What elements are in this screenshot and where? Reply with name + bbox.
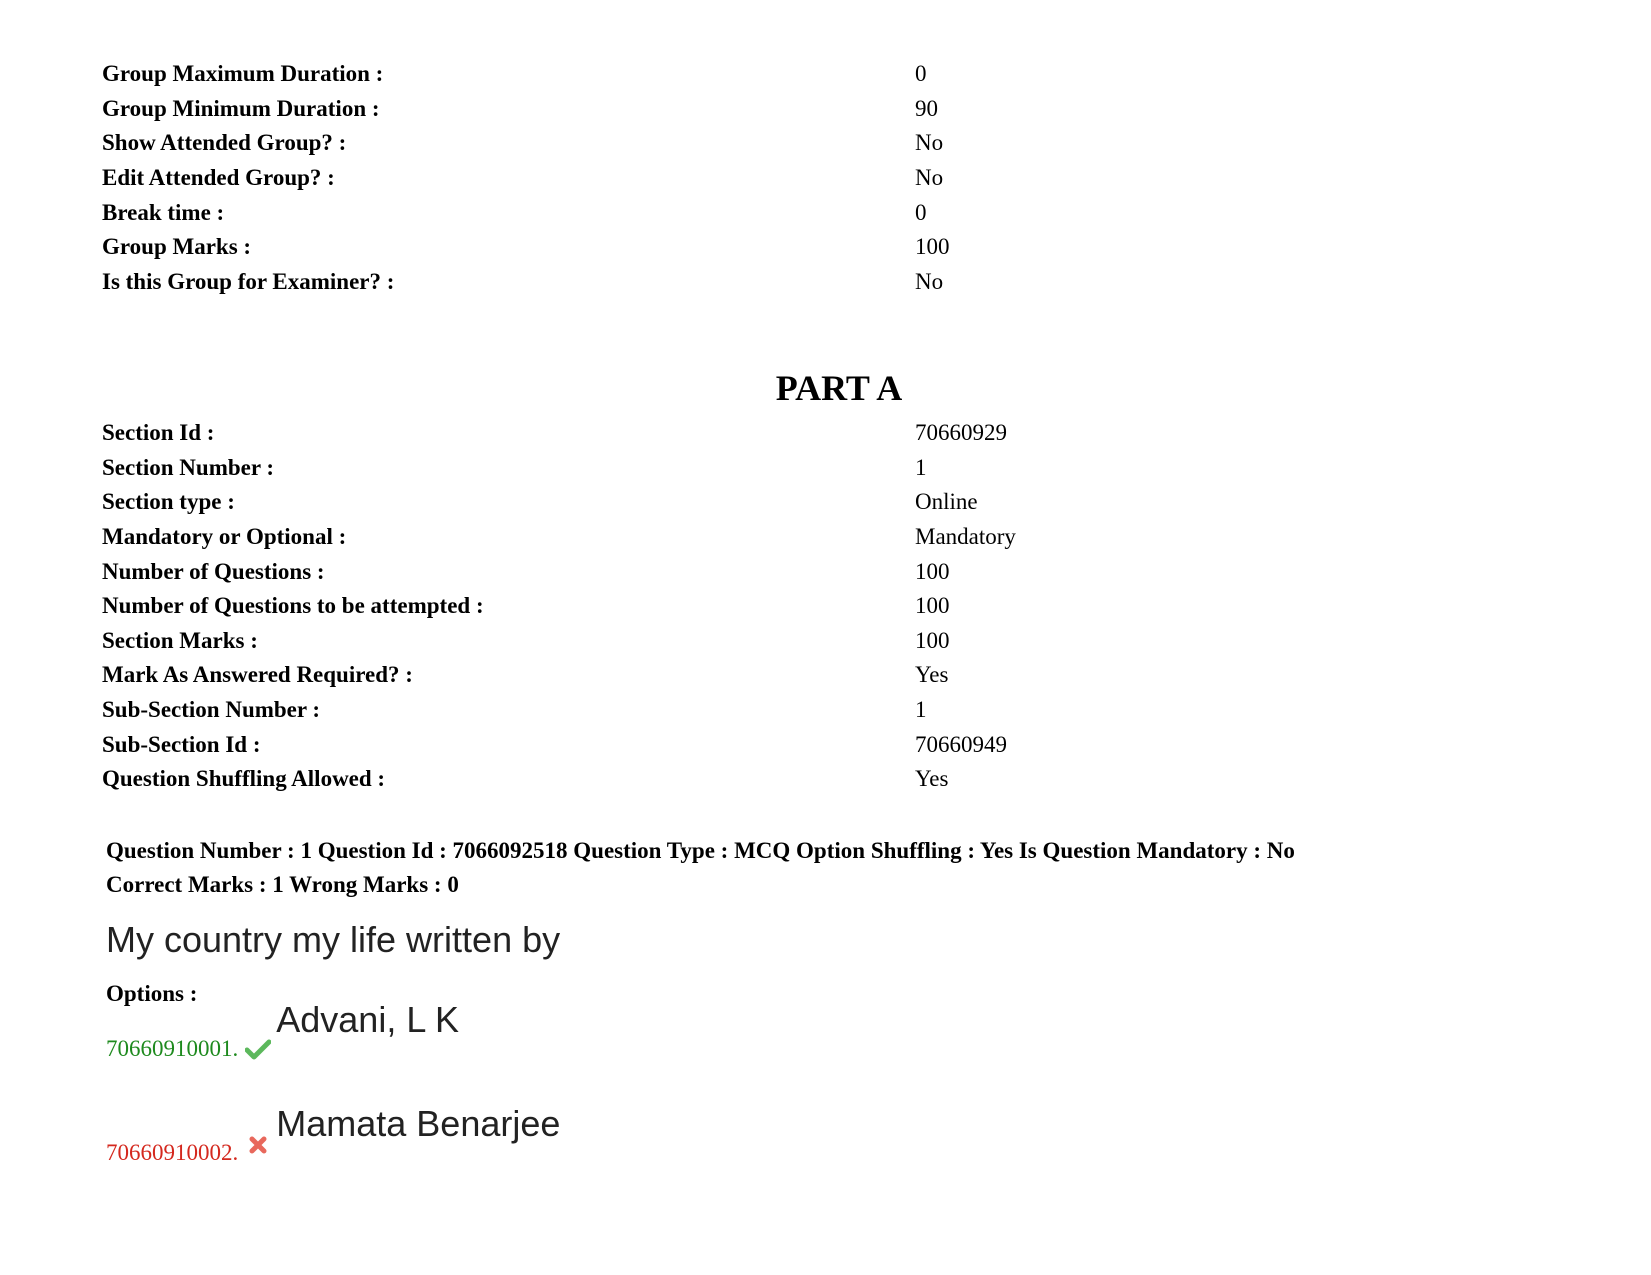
section-info-row <box>102 658 1502 693</box>
section-info-row <box>102 693 1502 728</box>
section-info-value: 70660929 <box>915 420 1007 446</box>
option-id: 70660910002. <box>106 1140 239 1165</box>
section-info-value: 100 <box>915 558 950 584</box>
group-info-row <box>102 92 1502 127</box>
section-info-value: 1 <box>915 697 927 723</box>
group-info-row <box>102 230 1502 265</box>
group-info-label: Group Marks : <box>102 234 252 260</box>
group-info-row <box>102 126 1502 161</box>
option-correct <box>106 999 460 1064</box>
group-info-row <box>102 265 1502 300</box>
section-info-label: Number of Questions to be attempted : <box>102 593 484 619</box>
section-info-label: Number of Questions : <box>102 558 325 584</box>
question-marks-line: Correct Marks : 1 Wrong Marks : 0 <box>106 872 459 897</box>
group-info-label: Group Minimum Duration : <box>102 95 380 121</box>
cross-icon <box>244 1138 272 1168</box>
section-info-label: Mandatory or Optional : <box>102 524 347 550</box>
section-info-value: Online <box>915 489 978 515</box>
part-title: PART A <box>775 368 903 408</box>
section-info-value: 100 <box>915 593 950 619</box>
section-info-table <box>102 416 1502 797</box>
options-label: Options : <box>106 981 198 1006</box>
section-info-row <box>102 416 1502 451</box>
group-info-value: 90 <box>915 95 938 121</box>
section-info-label: Section Id : <box>102 420 215 446</box>
section-info-label: Section Number : <box>102 454 275 480</box>
option-text: Advani, L K <box>276 999 460 1040</box>
section-info-label: Sub-Section Id : <box>102 731 261 757</box>
section-info-row <box>102 520 1502 555</box>
section-info-value: 70660949 <box>915 731 1007 757</box>
group-info-row <box>102 161 1502 196</box>
section-info-row <box>102 554 1502 589</box>
group-info-label: Group Maximum Duration : <box>102 61 384 87</box>
group-info-label: Break time : <box>102 199 225 225</box>
section-info-value: Yes <box>915 662 949 688</box>
section-info-value: 1 <box>915 454 927 480</box>
option-id: 70660910001. <box>106 1036 239 1061</box>
section-info-row <box>102 451 1502 486</box>
group-info-value: No <box>915 165 944 191</box>
group-info-value: No <box>915 268 944 294</box>
group-info-value: No <box>915 130 944 156</box>
section-info-row <box>102 589 1502 624</box>
section-info-row <box>102 727 1502 762</box>
section-info-label: Section Marks : <box>102 627 258 653</box>
section-info-row <box>102 762 1502 797</box>
group-info-table <box>102 57 1502 299</box>
group-info-label: Is this Group for Examiner? : <box>102 268 395 294</box>
question-meta <box>106 834 1566 902</box>
section-info-value: Yes <box>915 766 949 792</box>
section-info-label: Mark As Answered Required? : <box>102 662 413 688</box>
section-info-value: 100 <box>915 627 950 653</box>
group-info-value: 0 <box>915 199 927 225</box>
section-info-row <box>102 624 1502 659</box>
group-info-value: 100 <box>915 234 950 260</box>
group-info-label: Show Attended Group? : <box>102 130 347 156</box>
section-info-row <box>102 485 1502 520</box>
group-info-row <box>102 57 1502 92</box>
section-info-value: Mandatory <box>915 524 1016 550</box>
section-info-label: Question Shuffling Allowed : <box>102 766 386 792</box>
option-text: Mamata Benarjee <box>276 1103 561 1144</box>
section-info-label: Sub-Section Number : <box>102 697 321 723</box>
check-icon <box>244 1034 272 1064</box>
group-info-row <box>102 195 1502 230</box>
option-wrong <box>106 1103 561 1168</box>
question-text: My country my life written by <box>106 919 561 960</box>
question-meta-line: Question Number : 1 Question Id : 7066092518 Question Type : MCQ Option Shuffling : Yes Is Question Mandatory : No <box>106 838 1295 863</box>
group-info-label: Edit Attended Group? : <box>102 165 335 191</box>
group-info-value: 0 <box>915 61 927 87</box>
section-info-label: Section type : <box>102 489 235 515</box>
